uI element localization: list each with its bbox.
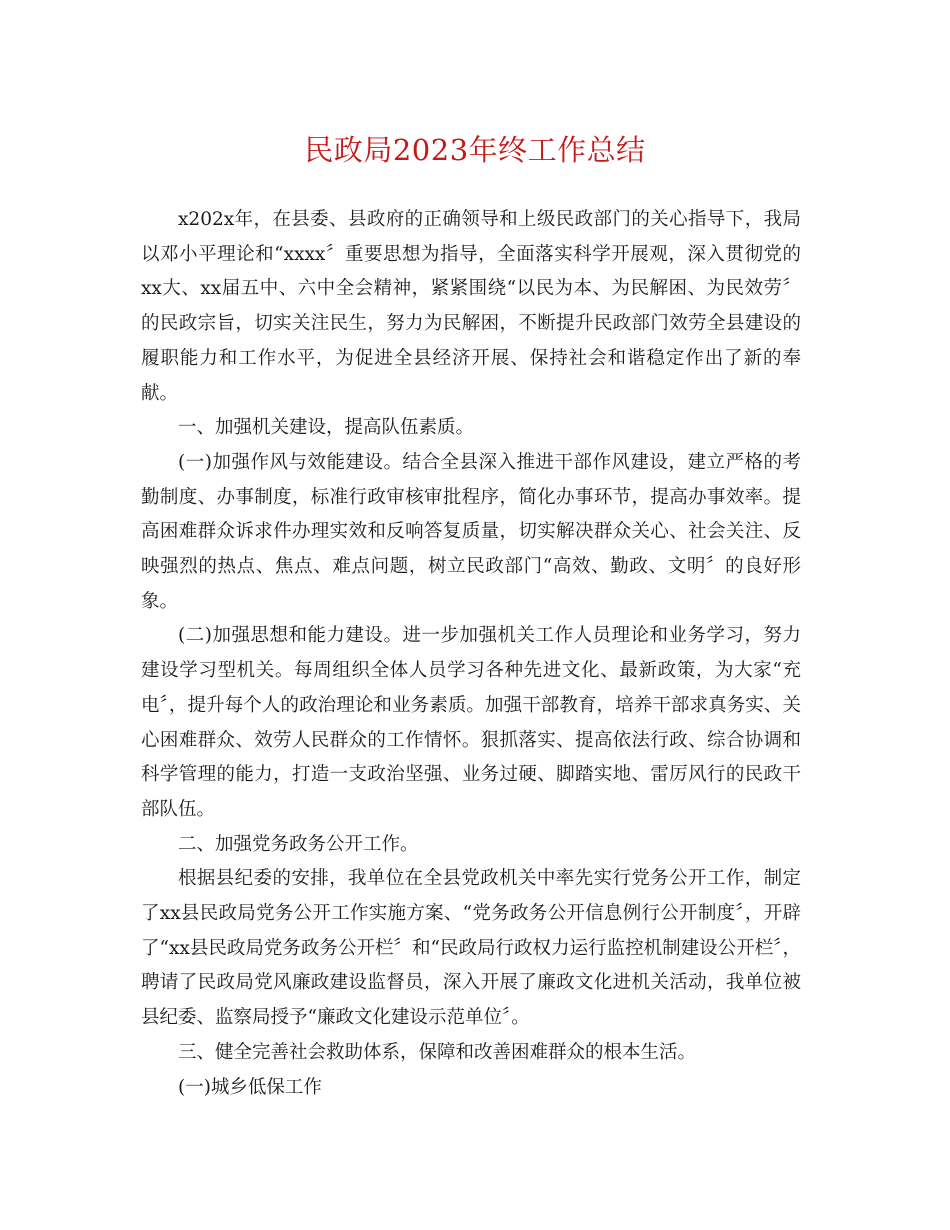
- section-heading-2: 二、加强党务政务公开工作。: [178, 833, 419, 855]
- section-heading-3: 三、健全完善社会救助体系，保障和改善困难群众的根本生活。: [178, 1041, 697, 1063]
- paragraph-style-efficiency: (一)加强作风与效能建设。结合全县深入推进干部作风建设，建立严格的考勤制度、办事制度，标准行政审核审批程序，简化办事环节，提高办事效率。提高困难群众诉求件办理实效和反响答复质量，切实解决群众关心、社会关注、反映强烈的热点、焦点、难点问题，树立民政部门“高效、勤政、文明〞的良好形象。: [141, 451, 801, 612]
- section-heading-1: 一、加强机关建设，提高队伍素质。: [178, 417, 475, 439]
- paragraph-party-affairs: 根据县纪委的安排，我单位在全县党政机关中率先实行党务公开工作，制定了xx县民政局党务公开工作实施方案、“党务政务公开信息例行公开制度〞，开辟了“xx县民政局党务政务公开栏〞和“民政局行政权力运行监控机制建设公开栏〞，聘请了民政局党风廉政建设监督员，深入开展了廉政文化进机关活动，我单位被县纪委、监察局授予“廉政文化建设示范单位〞。: [141, 868, 801, 1029]
- paragraph-intro: x202x年，在县委、县政府的正确领导和上级民政部门的关心指导下，我局以邓小平理论和“xxxx〞重要思想为指导，全面落实科学开展观，深入贯彻党的xx大、xx届五中、六中全会精神，紧紧围绕“以民为本、为民解困、为民效劳〞的民政宗旨，切实关注民生，努力为民解困，不断提升民政部门效劳全县建设的履职能力和工作水平，为促进全县经济开展、保持社会和谐稳定作出了新的奉献。: [141, 209, 801, 404]
- paragraph-thought-ability: (二)加强思想和能力建设。进一步加强机关工作人员理论和业务学习，努力建设学习型机关。每周组织全体人员学习各种先进文化、最新政策，为大家“充电〞，提升每个人的政治理论和业务素质。加强干部教育，培养干部求真务实、关心困难群众、效劳人民群众的工作情怀。狠抓落实、提高依法行政、综合协调和科学管理的能力，打造一支政治坚强、业务过硬、脚踏实地、雷厉风行的民政干部队伍。: [141, 625, 801, 820]
- document-title: 民政局2023年终工作总结: [304, 133, 646, 167]
- document-body: [141, 203, 801, 1105]
- subsection-heading-low-income: (一)城乡低保工作: [178, 1076, 322, 1098]
